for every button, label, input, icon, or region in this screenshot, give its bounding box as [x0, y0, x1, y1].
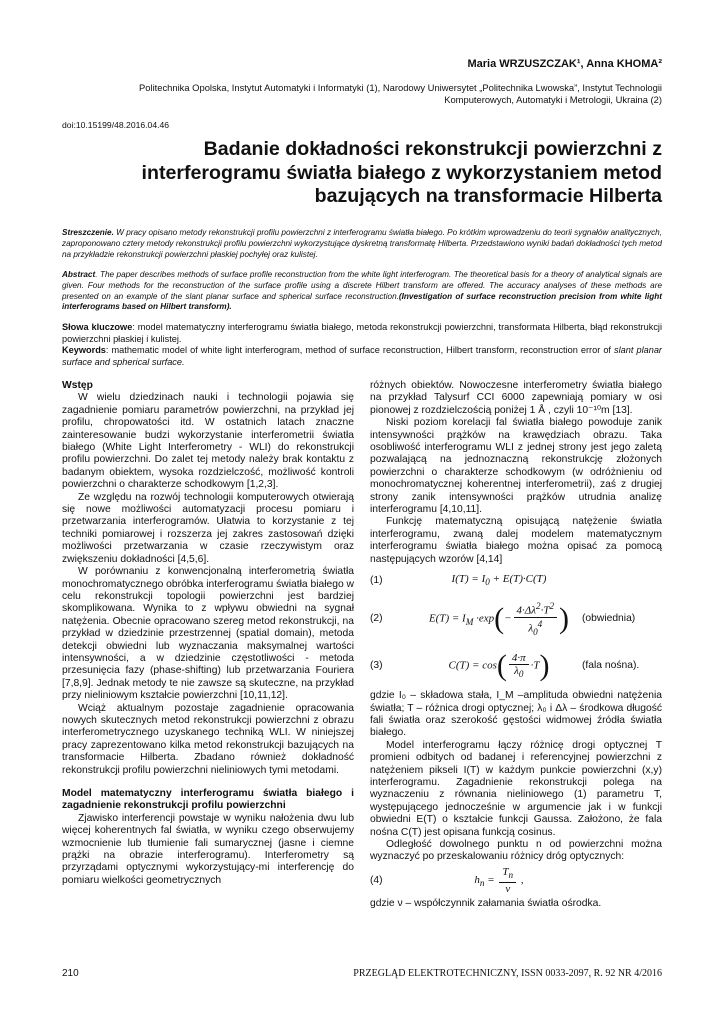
equation-1-body: $I(T) = I_0 + E(T)\cdot C(T)$: [451, 573, 547, 588]
right-paragraph-1: różnych obiektów. Nowoczesne interferometry światła białego na przykład Talysurf CCI 6000 zapewniają pomiary w osi pionowej z rozdzielczością poniżej 1 Å , czyli 10⁻¹⁰m [13].: [370, 380, 662, 416]
equation-4: [370, 864, 662, 898]
right-paragraph-4: gdzie I₀ – składowa stała, I_M –amplituda obwiedni natężenia światła; T – różnica drogi optycznej; λ₀ i Δλ – środkowa długość fali światła oraz szerokość gęstości widmowej źródła światła białego.: [370, 690, 662, 739]
keywords-pl-label: Słowa kluczowe: [62, 322, 133, 332]
section-heading-intro: Wstęp: [62, 380, 93, 391]
equation-2-number: (2): [370, 612, 383, 624]
affiliation-line-1: Politechnika Opolska, Instytut Automatyki i Informatyki (1), Narodowy Uniwersytet „Politechnika Lwowska”, Instytut Technologii: [139, 82, 662, 93]
intro-paragraph-4: Wciąż aktualnym pozostaje zagadnienie opracowania nowych skutecznych metod rekonstrukcji powierzchni z obrazu interferometrycznego uzyskanego techniką WLI. W niniejszej pracy zaprezentowano kilka metod rekonstrukcji bazujących na transformacie Hilberta. Zbadano również dokładność rekonstrukcji profilu powierzchni nieliniowych tymi metodami.: [62, 702, 354, 776]
affiliation: [102, 82, 662, 106]
doi[interactable]: doi:10.15199/48.2016.04.46: [62, 120, 170, 130]
streszczenie-label: Streszczenie.: [62, 228, 114, 237]
authors: Maria WRZUSZCZAK¹, Anna KHOMA²: [467, 58, 662, 70]
abstract: [62, 270, 662, 313]
equation-2-note: (obwiednia): [582, 612, 636, 624]
paper-title: Badanie dokładności rekonstrukcji powierzchni z interferogramu światła białego z wykorzystaniem metod bazujących na transformacie Hilberta: [141, 138, 662, 207]
right-paragraph-3: Funkcję matematyczną opisującą natężenie światła interferogramu, zwaną dalej modelem matematycznym interferogramu światła białego można opisać za pomocą następujących wzorów [4,14]: [370, 516, 662, 565]
equation-2: [370, 596, 662, 642]
keywords-en-label: Keywords: [62, 345, 106, 356]
equation-3-note: (fala nośna).: [582, 659, 640, 671]
keywords: [62, 322, 662, 368]
right-paragraph-6: Odległość dowolnego punktu n od powierzchni można wyznaczyć po przeskalowaniu różnicy dróg optycznych:: [370, 838, 662, 863]
right-column: [370, 380, 662, 910]
intro-paragraph-1: W wielu dziedzinach nauki i technologii pojawia się zagadnienie pomiaru parametrów powierzchni, na przykład jej profilu, chropowatości itd. W ostatnich latach znaczne zainteresowanie budzi wykorzystanie interferometrii światła białego (White Light Interferometry - WLI) do rekonstrukcji profilu powierzchni. Do zalet tej metody należy brak kontaktu z badanym obiektem, wysoka rozdzielczość, możliwość kontroli powierzchni o charakterze schodkowym [1,2,3].: [62, 392, 354, 491]
abstract-text: . The paper describes methods of surface profile reconstruction from the white light interferogram. The theoretical basis for a theory of analytical signals are given. Four methods for the reconstruction of the surface profile using a discrete Hilbert transform are offered. The accuracy analyses of these methods are presented on an example of the slant planar surface and spherical surface reconstruction.: [62, 270, 662, 301]
intro-paragraph-2: Ze względu na rozwój technologii komputerowych otwierają się nowe możliwości automatyzacji procesu pomiaru i przetwarzania interferogramów. Ułatwia to korzystanie z tej techniki pomiarowej i rozszerza jej zakres zastosowań dzięki możliwości przetwarzania w czasie rzeczywistym oraz zwiększeniu dokładności [4,5,6].: [62, 491, 354, 565]
equation-4-number: (4): [370, 874, 383, 886]
keywords-pl: [62, 322, 662, 345]
intro-paragraph-3: W porównaniu z konwencjonalną interferometrią światła monochromatycznego obróbka interferogramu światła białego w celu rekonstrukcji topologii powierzchni jest bardziej skomplikowana. Wynika to z wpływu obwiedni na sygnał natężenia. Obecnie opracowano szereg metod rekonstrukcji, na przykład w dziedzinie przestrzennej (spatial domain), metoda detekcji obwiedni lub wyznaczania maksymalnej wartości intensywności, a w dziedzinie częstotliwości - metoda przesunięcia fazy (phase-shifting) lub przetwarzania Fouriera [7,8,9]. Jednak metody te nie zawsze są skuteczne, na przykład przy nieliniowym kształcie powierzchni [10,11,12].: [62, 566, 354, 702]
keywords-en-text: : mathematic model of white light interferogram, method of surface reconstruction, Hilbert transform, reconstruction error of: [105, 345, 615, 356]
journal-footer: PRZEGLĄD ELEKTROTECHNICZNY, ISSN 0033-2097, R. 92 NR 4/2016: [353, 968, 662, 979]
affiliation-line-2: Komputerowych, Automatyki i Metrologii, Ukraina (2): [444, 94, 662, 105]
equation-2-body: $E(T) = I_M \cdot\exp(-$ $\frac{4\cdot\Delta\lambda^2\cdot T^2}{\lambda_0^4}$ ): [428, 600, 570, 637]
right-paragraph-2: Niski poziom korelacji fal światła białego powoduje zanik intensywności prążków na krawędziach obrazu. Taka osobliwość interferogramu WLI z jednej strony jest jego zaletą pozwalającą na jednoznaczną rekonstrukcję złożonych powierzchni o charakterze schodkowym (w odróżnieniu od monochromatycznej koherentnej interferometrii), zaś z drugiej strony zanik intensywności prążków utrudnia analizę interferogramu [4,10,11].: [370, 417, 662, 516]
equation-1-number: (1): [370, 574, 383, 586]
right-paragraph-5: Model interferogramu łączy różnicę drogi optycznej T promieni odbitych od badanej i referencyjnej powierzchni z natężeniem pikseli I(T) w każdym punkcie powierzchni (x,y) interferogramu. Zagadnienie rekonstrukcji polega na wyznaczeniu z równania nieliniowego (1) parametru T, występującego jednocześnie w argumencie jak i w funkcji obwiedni E(T) o kształcie funkcji Gaussa. Założono, że fala nośna C(T) jest opisana funkcją cosinus.: [370, 739, 662, 838]
abstract-label: Abstract: [62, 270, 96, 279]
streszczenie-text: W pracy opisano metody rekonstrukcji profilu powierzchni z interferogramu światła białego. Po krótkim wprowadzeniu do teorii sygnałów analitycznych, zaproponowano cztery metody rekonstrukcji profilu powierzchni wykorzystujące dyskretną transformatę Hilberta. Przedstawiono wyniki badań dokładności tych metod na przykładzie rekonstrukcji powierzchni płaskiej pochyłej oraz kulistej.: [62, 228, 662, 259]
abstract-subtitle: (Investigation of surface reconstruction precision from white light interferograms based on Hilbert transform).: [62, 291, 662, 312]
keywords-pl-text: : model matematyczny interferogramu światła białego, metoda rekonstrukcji powierzchni, transformata Hilberta, błąd rekonstrukcji powierzchni płaskiej i kulistej.: [62, 322, 662, 344]
left-column: [62, 380, 354, 887]
equation-3-number: (3): [370, 659, 383, 671]
equation-3: [370, 642, 662, 690]
streszczenie: [62, 228, 662, 260]
section-heading-model: Model matematyczny interferogramu światła białego i zagadnienie rekonstrukcji profilu powierzchni: [62, 788, 354, 812]
keywords-en: [62, 345, 662, 368]
equation-1: [370, 566, 662, 596]
right-paragraph-7: gdzie ν – współczynnik załamania światła ośrodka.: [370, 897, 602, 909]
model-paragraph-1: Zjawisko interferencji powstaje w wyniku nałożenia dwu lub więcej koherentnych fal światła, w wyniku czego obserwujemy wzmocnienie lub tłumienie fali sumarycznej (jasne i ciemne prążki na obrazie interferogramu). Interferometry są przyrządami optycznymi wykorzystujący-mi interferencję do pomiaru wielkości geometrycznych: [62, 812, 354, 886]
equation-3-body: C(T) = cos( $\frac{4\cdot\pi}{\lambda_0}$ ·T): [448, 649, 550, 683]
equation-4-body: $h_n$ = $\frac{T_n}{\nu}$ ,: [474, 866, 524, 895]
page-number: 210: [62, 968, 79, 979]
keywords-en-italic: slant planar surface and spherical surface.: [62, 345, 662, 367]
